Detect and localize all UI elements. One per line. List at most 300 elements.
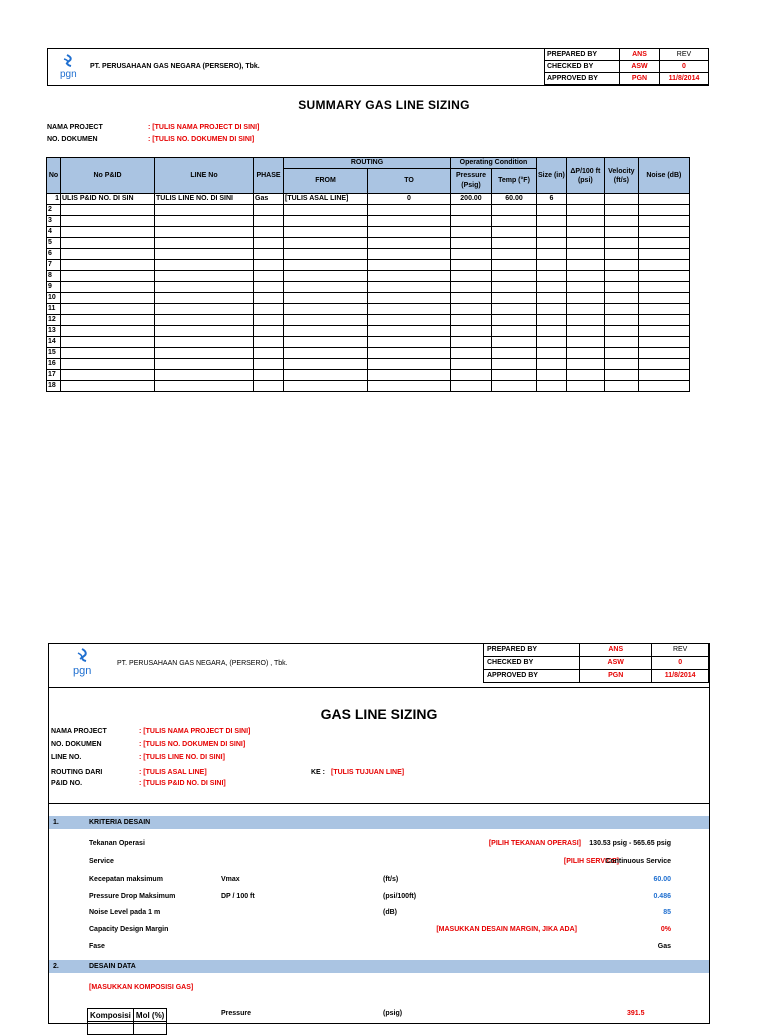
table-row <box>47 205 690 216</box>
table-row <box>47 348 690 359</box>
criteria-label: Pressure Drop Maksimum <box>89 893 176 900</box>
table-cell <box>604 216 638 227</box>
summary-table <box>46 157 690 392</box>
sizing-sheet <box>48 643 710 1024</box>
company-name: PT. PERUSAHAAN GAS NEGARA (PERSERO), Tbk. <box>90 63 260 70</box>
row-from: [TULIS ASAL LINE] <box>284 194 368 205</box>
approval-table-2 <box>483 643 709 683</box>
pressure-unit: (psig) <box>383 1010 403 1017</box>
table-row <box>47 370 690 381</box>
table-cell <box>451 326 492 337</box>
table-row <box>47 249 690 260</box>
criteria-note: [MASUKKAN DESAIN MARGIN, JIKA ADA] <box>436 926 577 933</box>
approved-label: APPROVED BY <box>484 670 580 683</box>
table-cell <box>61 205 155 216</box>
table-cell <box>254 315 284 326</box>
table-cell <box>604 205 638 216</box>
pressure-value: 391.5 <box>627 1010 645 1017</box>
table-cell <box>368 260 451 271</box>
table-cell <box>492 282 537 293</box>
table-cell <box>61 315 155 326</box>
table-cell <box>61 326 155 337</box>
table-cell <box>451 271 492 282</box>
table-cell <box>537 249 567 260</box>
row-no: 6 <box>47 249 61 260</box>
criteria-value: Gas <box>657 943 671 950</box>
criteria-value: 130.53 psig - 565.65 psig <box>589 840 671 847</box>
composition-note: [MASUKKAN KOMPOSISI GAS] <box>89 984 194 991</box>
table-cell <box>61 216 155 227</box>
table-cell <box>604 370 638 381</box>
approval-table <box>544 48 709 85</box>
approved-value: PGN <box>580 670 652 683</box>
table-cell <box>155 260 254 271</box>
table-cell <box>155 216 254 227</box>
section-2-number: 2. <box>53 963 59 970</box>
table-cell <box>61 249 155 260</box>
row-no: 14 <box>47 337 61 348</box>
row-temp: 60.00 <box>492 194 537 205</box>
table-cell <box>254 282 284 293</box>
table-cell <box>451 260 492 271</box>
table-cell <box>155 293 254 304</box>
row-no: 5 <box>47 238 61 249</box>
to-value: [TULIS TUJUAN LINE] <box>331 769 405 776</box>
table-cell <box>492 249 537 260</box>
table-cell <box>566 249 604 260</box>
section-2-title: DESAIN DATA <box>89 963 136 970</box>
table-cell <box>451 205 492 216</box>
criteria-value: 60.00 <box>653 876 671 883</box>
table-cell <box>537 348 567 359</box>
criteria-label: Kecepatan maksimum <box>89 876 163 883</box>
table-cell <box>451 293 492 304</box>
criteria-label: Noise Level pada 1 m <box>89 909 161 916</box>
col-line: LINE No <box>155 158 254 194</box>
table-cell <box>638 359 689 370</box>
table-cell <box>566 348 604 359</box>
table-cell <box>254 249 284 260</box>
table-cell <box>492 348 537 359</box>
table-cell <box>368 293 451 304</box>
table-cell <box>566 271 604 282</box>
table-cell <box>61 282 155 293</box>
table-cell <box>254 337 284 348</box>
criteria-value: Continuous Service <box>605 858 671 865</box>
approval-date: 11/8/2014 <box>652 670 709 683</box>
comp-header-component: Komposisi <box>88 1009 134 1022</box>
row-no: 1 <box>47 194 61 205</box>
table-cell <box>254 381 284 392</box>
criteria-value: 0% <box>660 926 671 933</box>
page1-header <box>47 48 709 86</box>
doc-label: NO. DOKUMEN <box>51 741 102 748</box>
table-cell <box>61 271 155 282</box>
row-noise <box>638 194 689 205</box>
table-cell <box>61 260 155 271</box>
table-cell <box>368 271 451 282</box>
table-cell <box>604 282 638 293</box>
row-no: 18 <box>47 381 61 392</box>
table-cell <box>638 326 689 337</box>
section-1-bar <box>49 816 709 829</box>
comp-header-mol: Mol (%) <box>133 1009 166 1022</box>
row-phase: Gas <box>254 194 284 205</box>
table-cell <box>537 337 567 348</box>
table-cell <box>638 370 689 381</box>
table-row <box>47 260 690 271</box>
table-cell <box>451 315 492 326</box>
checked-label: CHECKED BY <box>484 657 580 670</box>
pid-value: : [TULIS P&ID NO. DI SINI] <box>139 780 226 787</box>
criteria-symbol: Vmax <box>221 876 240 883</box>
table-cell <box>155 381 254 392</box>
table-cell <box>284 271 368 282</box>
table-cell <box>604 337 638 348</box>
col-to: TO <box>368 169 451 194</box>
table-cell <box>638 348 689 359</box>
row-no: 9 <box>47 282 61 293</box>
table-row <box>47 194 690 205</box>
table-cell <box>368 304 451 315</box>
table-cell <box>604 271 638 282</box>
criteria-symbol: DP / 100 ft <box>221 893 255 900</box>
criteria-label: Tekanan Operasi <box>89 840 145 847</box>
table-cell <box>451 227 492 238</box>
logo-text: pgn <box>60 69 77 80</box>
table-cell <box>492 370 537 381</box>
table-cell <box>638 337 689 348</box>
table-row <box>47 293 690 304</box>
criteria-value: 0.486 <box>653 893 671 900</box>
table-cell <box>284 293 368 304</box>
rev-label: REV <box>660 49 709 61</box>
table-cell <box>566 337 604 348</box>
table-cell <box>155 227 254 238</box>
prepared-value: ANS <box>580 644 652 657</box>
col-temp: Temp (°F) <box>492 169 537 194</box>
table-cell <box>284 304 368 315</box>
col-velocity: Velocity (ft/s) <box>604 158 638 194</box>
table-cell <box>492 238 537 249</box>
table-cell <box>254 227 284 238</box>
table-cell <box>604 381 638 392</box>
table-row <box>47 227 690 238</box>
table-cell <box>638 293 689 304</box>
table-cell <box>492 205 537 216</box>
pgn-logo-icon <box>58 53 82 83</box>
table-cell <box>451 381 492 392</box>
table-cell <box>284 381 368 392</box>
rev-value: 0 <box>652 657 709 670</box>
table-cell <box>492 216 537 227</box>
table-cell <box>61 227 155 238</box>
table-cell <box>368 205 451 216</box>
row-no: 8 <box>47 271 61 282</box>
table-cell <box>368 326 451 337</box>
summary-title: SUMMARY GAS LINE SIZING <box>298 98 470 112</box>
table-cell <box>368 216 451 227</box>
table-row <box>47 238 690 249</box>
project-label: NAMA PROJECT <box>51 728 107 735</box>
table-cell <box>254 326 284 337</box>
table-cell <box>604 359 638 370</box>
pgn-logo-icon <box>71 647 97 681</box>
checked-value: ASW <box>580 657 652 670</box>
row-no: 7 <box>47 260 61 271</box>
row-pressure: 200.00 <box>451 194 492 205</box>
table-cell <box>566 293 604 304</box>
row-velocity <box>604 194 638 205</box>
table-cell <box>254 348 284 359</box>
pid-label: P&ID NO. <box>51 780 83 787</box>
table-cell <box>537 271 567 282</box>
row-no: 17 <box>47 370 61 381</box>
table-cell <box>284 260 368 271</box>
table-cell <box>155 271 254 282</box>
table-cell <box>155 348 254 359</box>
table-cell <box>492 359 537 370</box>
criteria-unit: (psi/100ft) <box>383 893 417 900</box>
table-cell <box>254 293 284 304</box>
table-cell <box>61 304 155 315</box>
row-no: 15 <box>47 348 61 359</box>
prepared-value: ANS <box>620 49 660 61</box>
table-cell <box>254 260 284 271</box>
table-cell <box>492 337 537 348</box>
table-cell <box>284 337 368 348</box>
table-cell <box>254 359 284 370</box>
table-row <box>47 315 690 326</box>
table-cell <box>537 216 567 227</box>
table-cell <box>638 205 689 216</box>
table-cell <box>537 315 567 326</box>
table-cell <box>537 359 567 370</box>
row-no: 4 <box>47 227 61 238</box>
table-cell <box>537 227 567 238</box>
criteria-unit: (dB) <box>383 909 397 916</box>
table-cell <box>368 359 451 370</box>
col-phase: PHASE <box>254 158 284 194</box>
table-cell <box>254 304 284 315</box>
table-cell <box>604 238 638 249</box>
col-noise: Noise (dB) <box>638 158 689 194</box>
table-cell <box>155 359 254 370</box>
col-pressure: Pressure (Psig) <box>451 169 492 194</box>
composition-table <box>87 1008 167 1035</box>
table-cell <box>566 205 604 216</box>
project-value: : [TULIS NAMA PROJECT DI SINI] <box>139 728 251 735</box>
table-cell <box>284 216 368 227</box>
table-cell <box>537 238 567 249</box>
approved-label: APPROVED BY <box>545 73 620 85</box>
row-no: 10 <box>47 293 61 304</box>
checked-label: CHECKED BY <box>545 61 620 73</box>
routing-label: ROUTING DARI <box>51 769 103 776</box>
table-cell <box>451 348 492 359</box>
table-cell <box>537 326 567 337</box>
criteria-note: [PILIH SERVICE] <box>563 858 619 865</box>
table-cell <box>451 282 492 293</box>
table-cell <box>566 227 604 238</box>
table-cell <box>492 271 537 282</box>
approved-value: PGN <box>620 73 660 85</box>
approval-date: 11/8/2014 <box>660 73 709 85</box>
table-cell <box>566 370 604 381</box>
table-cell <box>638 238 689 249</box>
table-cell <box>638 260 689 271</box>
doc-value: : [TULIS NO. DOKUMEN DI SINI] <box>148 136 255 143</box>
table-cell <box>254 205 284 216</box>
table-cell <box>638 304 689 315</box>
table-cell <box>284 238 368 249</box>
routing-value: : [TULIS ASAL LINE] <box>139 769 207 776</box>
table-cell <box>638 216 689 227</box>
table-cell <box>284 315 368 326</box>
table-cell <box>604 304 638 315</box>
table-cell <box>155 282 254 293</box>
table-row <box>47 282 690 293</box>
table-row <box>47 326 690 337</box>
criteria-label: Service <box>89 858 114 865</box>
criteria-label: Fase <box>89 943 105 950</box>
col-from: FROM <box>284 169 368 194</box>
table-cell <box>61 293 155 304</box>
row-no: 11 <box>47 304 61 315</box>
table-cell <box>284 249 368 260</box>
table-cell <box>61 370 155 381</box>
table-cell <box>492 315 537 326</box>
table-cell <box>566 326 604 337</box>
doc-value: : [TULIS NO. DOKUMEN DI SINI] <box>139 741 246 748</box>
table-cell <box>155 249 254 260</box>
table-cell <box>254 370 284 381</box>
table-row <box>47 216 690 227</box>
table-cell <box>566 216 604 227</box>
table-cell <box>451 337 492 348</box>
table-cell <box>284 359 368 370</box>
table-cell <box>451 238 492 249</box>
section-1-title: KRITERIA DESAIN <box>89 819 151 826</box>
row-no: 12 <box>47 315 61 326</box>
col-size: Size (in) <box>537 158 567 194</box>
table-cell <box>368 381 451 392</box>
table-cell <box>155 337 254 348</box>
table-cell <box>61 238 155 249</box>
col-dp: ΔP/100 ft (psi) <box>566 158 604 194</box>
rev-label: REV <box>652 644 709 657</box>
table-cell <box>451 304 492 315</box>
logo-text: pgn <box>73 665 92 677</box>
table-cell <box>368 227 451 238</box>
sizing-title: GAS LINE SIZING <box>320 706 438 722</box>
criteria-unit: (ft/s) <box>383 876 399 883</box>
table-row <box>47 381 690 392</box>
to-label: KE : <box>311 769 325 776</box>
table-cell <box>155 205 254 216</box>
table-cell <box>368 249 451 260</box>
table-cell <box>638 249 689 260</box>
table-cell <box>566 260 604 271</box>
row-no: 16 <box>47 359 61 370</box>
table-cell <box>638 227 689 238</box>
prepared-label: PREPARED BY <box>545 49 620 61</box>
row-no: 2 <box>47 205 61 216</box>
table-cell <box>537 381 567 392</box>
table-cell <box>566 381 604 392</box>
table-cell <box>566 359 604 370</box>
col-routing: ROUTING <box>284 158 451 169</box>
divider <box>49 803 709 804</box>
row-dp <box>566 194 604 205</box>
table-cell <box>566 304 604 315</box>
table-cell <box>492 227 537 238</box>
project-value: : [TULIS NAMA PROJECT DI SINI] <box>148 124 260 131</box>
prepared-label: PREPARED BY <box>484 644 580 657</box>
table-cell <box>61 337 155 348</box>
row-to: 0 <box>368 194 451 205</box>
table-cell <box>492 293 537 304</box>
criteria-note: [PILIH TEKANAN OPERASI] <box>488 840 581 847</box>
rev-value: 0 <box>660 61 709 73</box>
table-cell <box>451 359 492 370</box>
table-cell <box>61 348 155 359</box>
table-cell <box>537 205 567 216</box>
col-no: No <box>47 158 61 194</box>
project-label: NAMA PROJECT <box>47 124 103 131</box>
table-cell <box>254 271 284 282</box>
col-pid: No P&ID <box>61 158 155 194</box>
table-cell <box>368 238 451 249</box>
line-value: : [TULIS LINE NO. DI SINI] <box>139 754 225 761</box>
table-cell <box>492 304 537 315</box>
pressure-label: Pressure <box>221 1010 251 1017</box>
table-row <box>47 359 690 370</box>
table-cell <box>155 315 254 326</box>
section-2-bar <box>49 960 709 973</box>
row-size: 6 <box>537 194 567 205</box>
table-cell <box>604 326 638 337</box>
table-cell <box>604 249 638 260</box>
row-no: 13 <box>47 326 61 337</box>
checked-value: ASW <box>620 61 660 73</box>
table-cell <box>537 370 567 381</box>
table-cell <box>368 282 451 293</box>
section-1-number: 1. <box>53 819 59 826</box>
table-cell <box>284 326 368 337</box>
table-cell <box>368 337 451 348</box>
table-cell <box>537 293 567 304</box>
table-cell <box>254 216 284 227</box>
table-cell <box>566 238 604 249</box>
page2-header <box>49 644 709 688</box>
table-cell <box>638 381 689 392</box>
doc-label: NO. DOKUMEN <box>47 136 98 143</box>
table-cell <box>492 326 537 337</box>
table-cell <box>638 271 689 282</box>
table-cell <box>368 315 451 326</box>
table-cell <box>492 381 537 392</box>
table-cell <box>61 381 155 392</box>
table-cell <box>155 370 254 381</box>
table-cell <box>604 260 638 271</box>
col-opcond: Operating Condition <box>451 158 537 169</box>
company-name-2: PT. PERUSAHAAN GAS NEGARA, (PERSERO) , Tbk. <box>117 660 288 667</box>
table-cell <box>155 326 254 337</box>
criteria-label: Capacity Design Margin <box>89 926 169 933</box>
table-row <box>47 271 690 282</box>
line-label: LINE NO. <box>51 754 82 761</box>
